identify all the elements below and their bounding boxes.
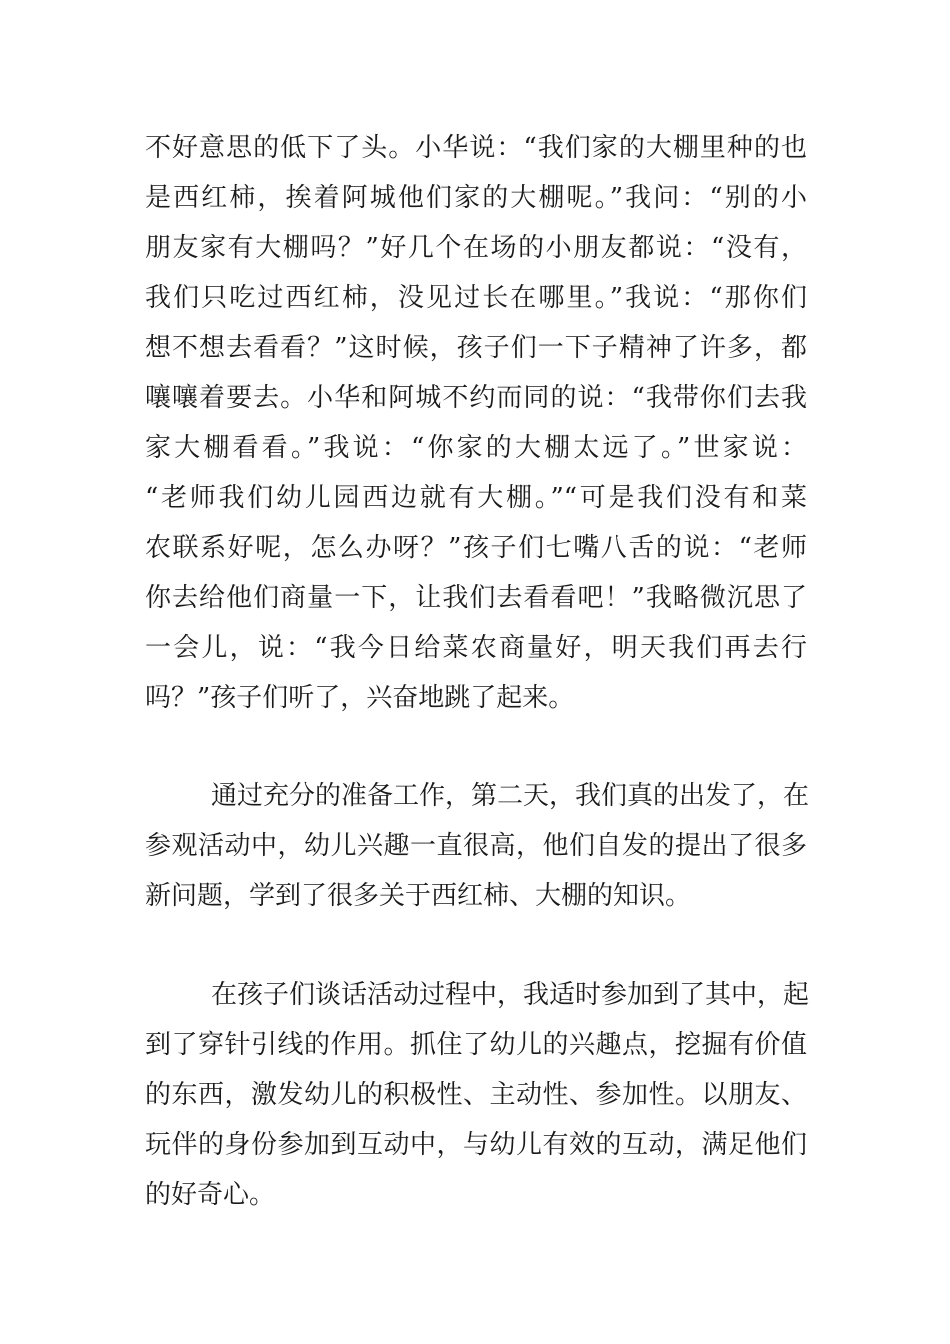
- paragraph-2: [145, 771, 810, 921]
- text-line: 通过充分的准备工作，第二天，我们真的出发了，在: [211, 781, 810, 811]
- text-line: 的东西，激发幼儿的积极性、主动性、参加性。以朋友、: [145, 1080, 807, 1110]
- text-line: 朋友家有大棚吗？”好几个在场的小朋友都说：“没有，: [145, 233, 807, 263]
- text-line: 到了穿针引线的作用。抓住了幼儿的兴趣点，挖掘有价值: [145, 1030, 807, 1060]
- text-line: 家大棚看看。”我说：“你家的大棚太远了。”世家说：: [145, 433, 807, 463]
- text-line: 我们只吃过西红柿，没见过长在哪里。”我说：“那你们: [145, 283, 807, 313]
- text-line: 嚷嚷着要去。小华和阿城不约而同的说：“我带你们去我: [145, 383, 807, 413]
- text-line: 参观活动中，幼儿兴趣一直很高，他们自发的提出了很多: [145, 831, 807, 861]
- text-line: 是西红柿，挨着阿城他们家的大棚呢。”我问：“别的小: [145, 183, 807, 213]
- text-line: 玩伴的身份参加到互动中，与幼儿有效的互动，满足他们: [145, 1130, 807, 1160]
- text-line: 想不想去看看？”这时候，孩子们一下子精神了许多，都: [145, 333, 807, 363]
- text-line: 新问题，学到了很多关于西红柿、大棚的知识。: [145, 881, 692, 911]
- text-line: “老师我们幼儿园西边就有大棚。”“可是我们没有和菜: [145, 483, 807, 513]
- text-line: 的好奇心。: [145, 1180, 276, 1210]
- text-line: 你去给他们商量一下，让我们去看看吧！”我略微沉思了: [145, 583, 807, 613]
- text-line: 农联系好呢，怎么办呀？”孩子们七嘴八舌的说：“老师: [145, 533, 807, 563]
- text-line: 在孩子们谈话活动过程中，我适时参加到了其中，起: [211, 980, 810, 1010]
- text-line: 不好意思的低下了头。小华说：“我们家的大棚里种的也: [145, 133, 807, 163]
- paragraph-3: [145, 970, 810, 1220]
- text-line: 吗？”孩子们听了，兴奋地跳了起来。: [145, 683, 575, 713]
- paragraph-1: [145, 123, 807, 723]
- text-line: 一会儿，说：“我今日给菜农商量好，明天我们再去行: [145, 633, 807, 663]
